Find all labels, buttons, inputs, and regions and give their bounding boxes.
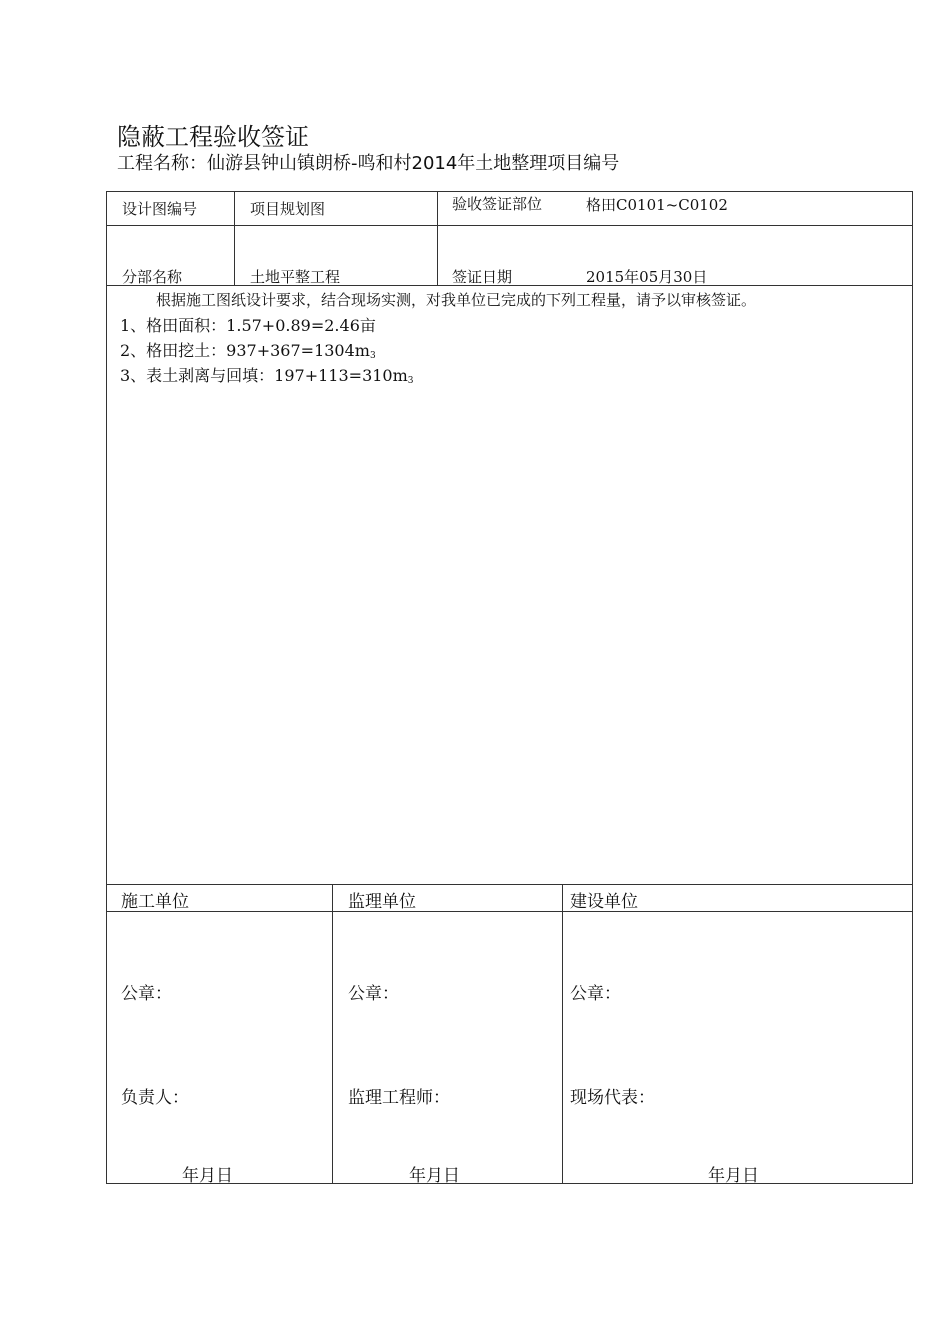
unit-superscript: 3 (407, 376, 414, 386)
signature-col-divider-2 (562, 884, 563, 1184)
project-name-line: 工程名称：仙游县钟山镇朗桥-鸣和村2014年土地整理项目编号 (117, 153, 620, 174)
quantity-item-text: 1、格田面积：1.57+0.89=2.46亩 (120, 316, 376, 335)
construction-unit-label: 施工单位 (121, 892, 189, 912)
supervision-person-label: 监理工程师： (348, 1088, 450, 1108)
quantity-item (120, 338, 376, 361)
design-no-label: 设计图编号 (122, 200, 198, 218)
division-label: 分部名称 (122, 268, 183, 286)
unit-superscript: 3 (369, 351, 376, 361)
owner-person-label: 现场代表： (570, 1088, 655, 1108)
table-top-border (106, 191, 913, 192)
location-label-text: 验收签证部位 (452, 195, 543, 213)
design-no-value: 项目规划图 (250, 200, 326, 218)
date-label: 签证日期 (452, 268, 513, 286)
intro-text: 根据施工图纸设计要求，结合现场实测，对我单位已完成的下列工程量，请予以审核签证。 (156, 291, 757, 309)
signature-col-divider-1 (332, 884, 333, 1184)
supervision-seal-label: 公章： (348, 984, 399, 1004)
owner-date-label: 年月日 (708, 1166, 759, 1186)
location-label (452, 194, 552, 224)
supervision-date-label: 年月日 (409, 1166, 460, 1186)
header-col-divider-2 (437, 191, 438, 286)
signature-header-divider (106, 911, 913, 912)
signature-top-divider (106, 884, 913, 885)
construction-person-label: 负责人： (121, 1088, 189, 1108)
quantity-item-text: 2、格田挖土：937+367=1304m (120, 341, 370, 360)
construction-seal-label: 公章： (121, 984, 172, 1004)
supervision-unit-label: 监理单位 (348, 892, 416, 912)
table-right-border (912, 191, 913, 1184)
quantity-item-text: 3、表土剥离与回填：197+113=310m (120, 366, 408, 385)
owner-seal-label: 公章： (570, 984, 621, 1004)
header-row-divider (106, 225, 913, 226)
location-value: 格田C0101~C0102 (586, 196, 728, 214)
division-value: 土地平整工程 (250, 268, 341, 286)
document-title: 隐蔽工程验收签证 (117, 123, 309, 151)
quantity-item (120, 363, 414, 386)
date-value: 2015年05月30日 (586, 268, 708, 286)
owner-unit-label: 建设单位 (570, 892, 638, 912)
header-col-divider-1 (234, 191, 235, 286)
table-left-border (106, 191, 107, 1184)
quantity-item (120, 313, 376, 336)
construction-date-label: 年月日 (182, 1166, 233, 1186)
